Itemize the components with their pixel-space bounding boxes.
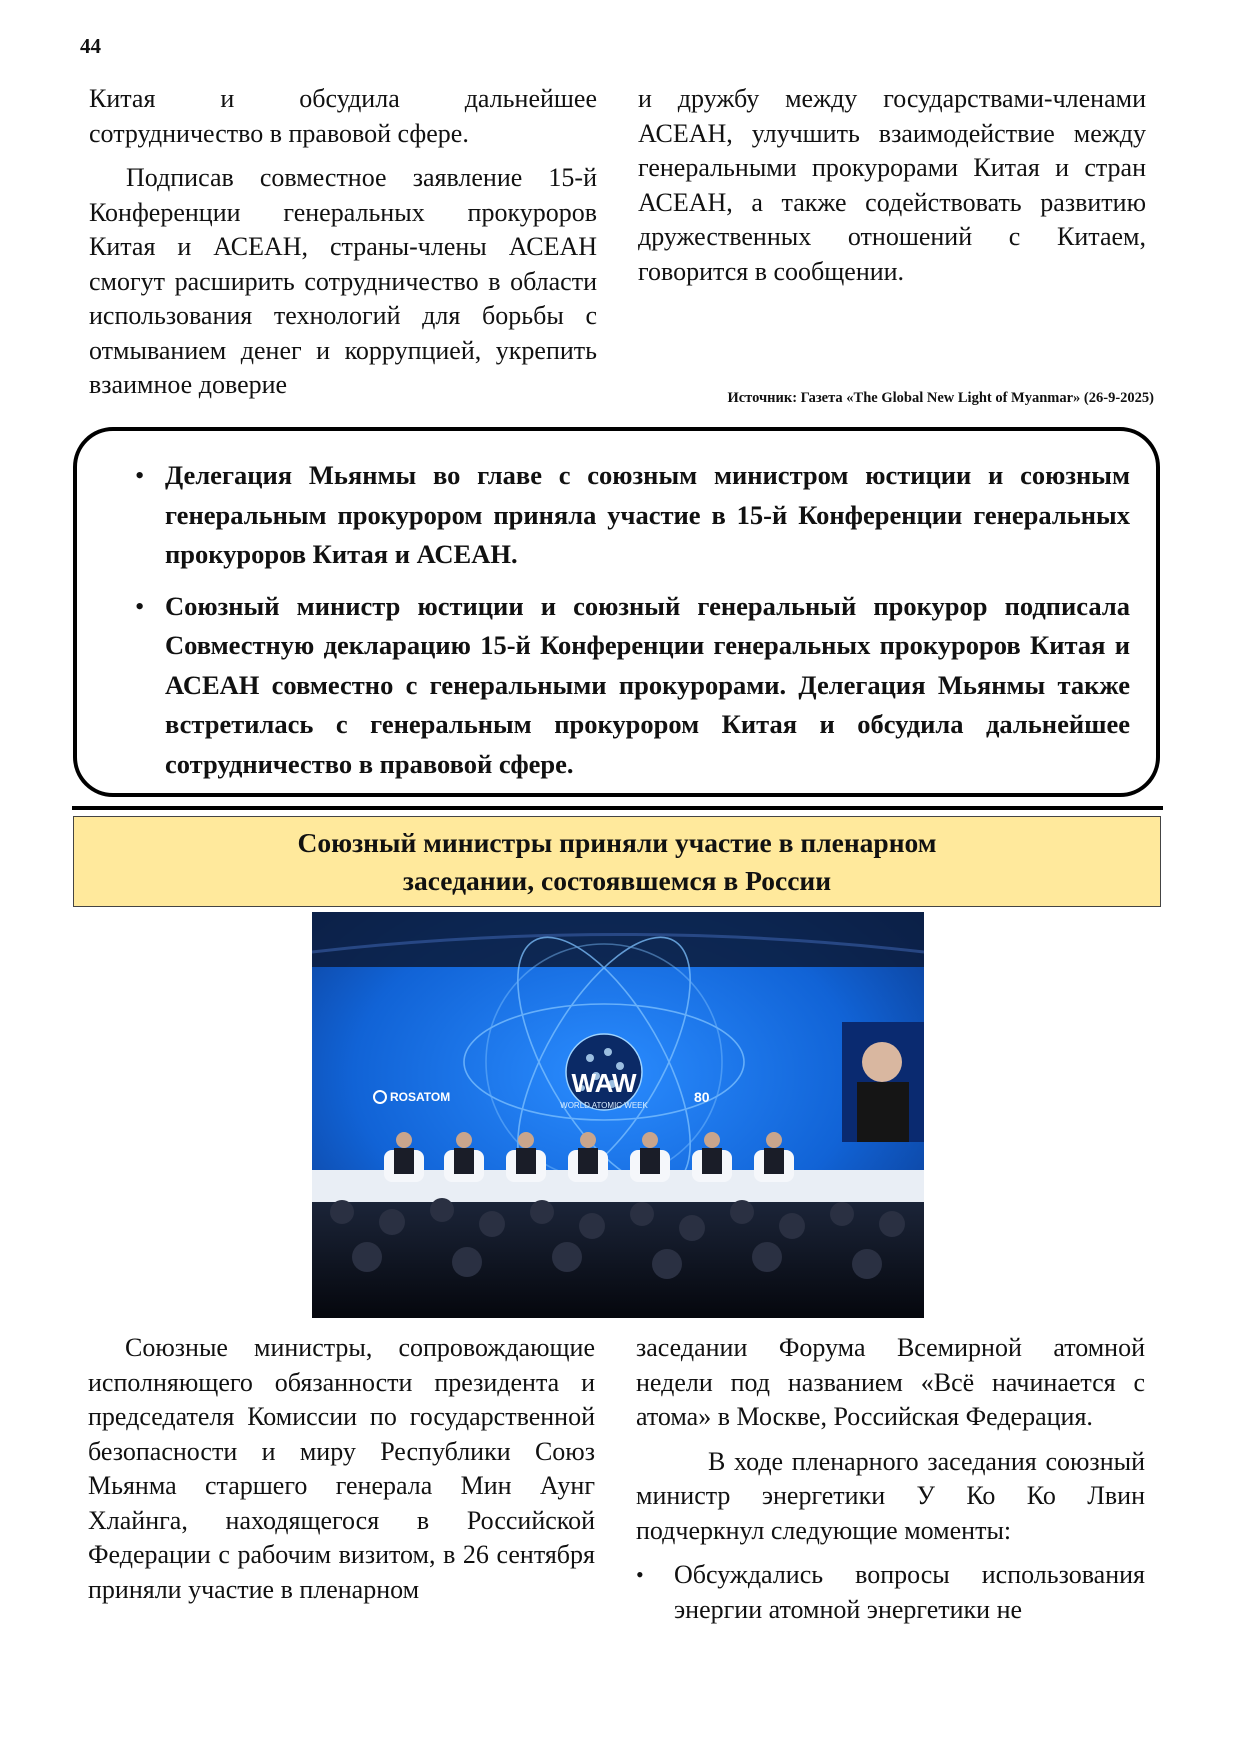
summary-bullet-2: • Союзный министр юстиции и союзный генеральный прокурор подписала Совместную декларацию 15-й Конференции генеральных прокуроров Китая и АСЕАН совместно с генеральными прокурорами. Делегация Мьянмы также встретилась с генеральным прокурором Китая и обсудила дальнейшее сотрудничество в правовой сфере. — [135, 587, 1130, 785]
bottom-left-paragraph-1: Союзные министры, сопровождающие исполняющего обязанности президента и председателя Комиссии по государственной безопасности и миру Республики Союз Мьянма старшего генерала Мин Аунг Хлайнга, находящегося в Российской Федерации с рабочим визитом, в 26 сентября приняли участие в пленарном — [88, 1333, 595, 1604]
page-number: 44 — [80, 34, 101, 58]
top-left-paragraph-2: Подписав совместное заявление 15-й Конференции генеральных прокуроров Китая и АСЕАН, страны-члены АСЕАН смогут расширить сотрудничество в области использования технологий для борьбы с отмыванием денег и коррупцией, укрепить взаимное доверие — [89, 163, 597, 399]
summary-bullet-1: • Делегация Мьянмы во главе с союзным министром юстиции и союзным генеральным прокурором приняла участие в 15-й Конференции генеральных прокуроров Китая и АСЕАН. — [135, 456, 1130, 575]
conference-photo — [312, 912, 924, 1318]
top-left-column — [89, 82, 597, 403]
bottom-right-bullet-1: • Обсуждались вопросы использования энергии атомной энергетики не — [636, 1558, 1145, 1627]
bottom-right-paragraph-1: заседании Форума Всемирной атомной недели под названием «Всё начинается с атома» в Москве, Российская Федерация. — [636, 1333, 1145, 1431]
bottom-right-column — [636, 1331, 1145, 1627]
rosatom-logo-text: ROSATOM — [390, 1090, 451, 1104]
source-note: Источник: Газета «The Global New Light of Myanmar» (26-9-2025) — [727, 390, 1154, 406]
anniversary-logo-text: 80 — [694, 1089, 710, 1105]
summary-list — [135, 456, 1130, 784]
bottom-left-column — [88, 1331, 595, 1607]
section-divider — [72, 806, 1163, 810]
photo-ceiling — [312, 912, 924, 967]
waw-logo-text: WAW — [571, 1068, 637, 1098]
waw-logo-subtitle: WORLD ATOMIC WEEK — [560, 1101, 648, 1110]
article-headline: Союзный министры приняли участие в пленарном заседании, состоявшемся в России — [73, 816, 1161, 907]
top-right-column — [638, 82, 1146, 289]
summary-box — [73, 427, 1160, 797]
top-left-paragraph-1: Китая и обсудила дальнейшее сотрудничество в правовой сфере. — [89, 84, 597, 148]
top-right-paragraph-1: и дружбу между государствами-членами АСЕАН, улучшить взаимодействие между генеральными прокурорами Китая и стран АСЕАН, а также содействовать развитию дружественных отношений с Китаем, говорится в сообщении. — [638, 84, 1146, 286]
speaker-screen — [842, 1022, 924, 1142]
bottom-right-paragraph-2: В ходе пленарного заседания союзный министр энергетики У Ко Ко Лвин подчеркнул следующие моменты: — [636, 1446, 1145, 1545]
